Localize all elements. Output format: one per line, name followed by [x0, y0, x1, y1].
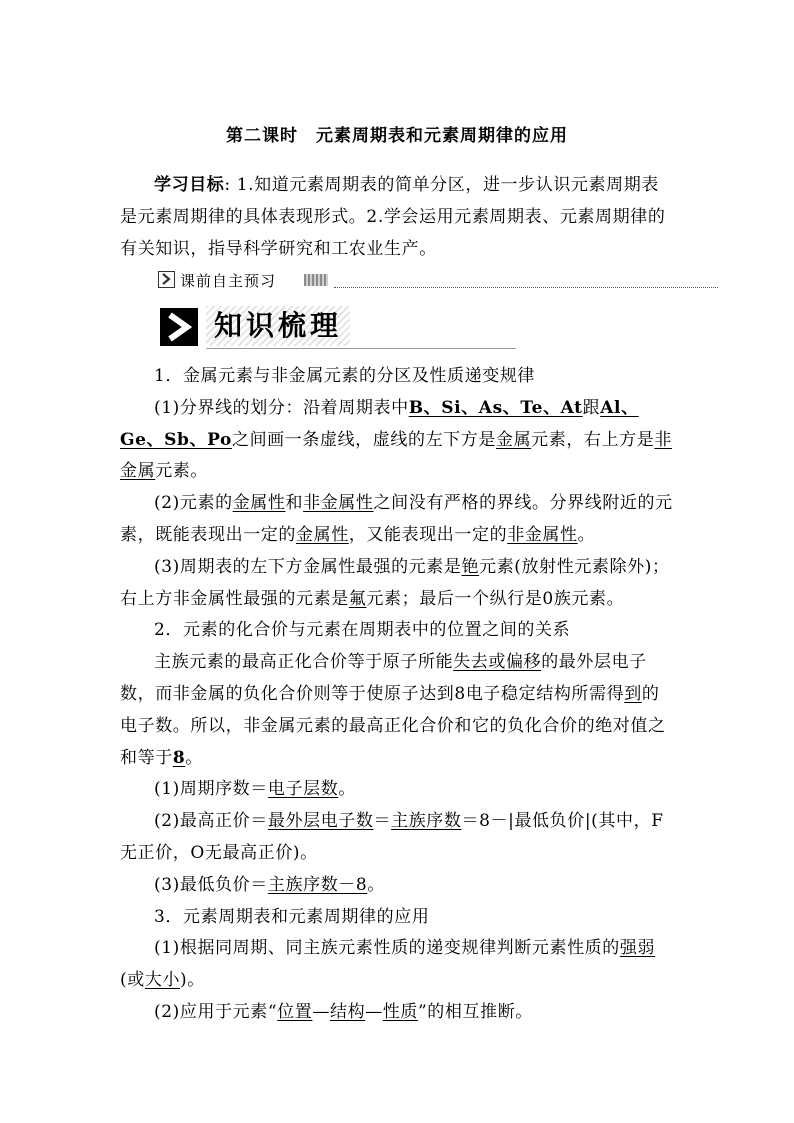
chevron-right-icon: [160, 308, 198, 346]
paragraph: [120, 933, 676, 997]
title-topic: 元素周期表和元素周期律的应用: [316, 126, 568, 146]
text: 的最外层电子数，而非金属的负化合价则等于使原子达到8电子稳定结构所需得: [120, 652, 647, 704]
text: 和: [285, 493, 304, 514]
text: (3)最低负价＝: [154, 874, 268, 895]
decorative-stripe: [304, 274, 328, 286]
answer-blank: 结构: [329, 1001, 366, 1022]
text: 。: [367, 874, 385, 895]
page-title: [0, 121, 794, 146]
text: ＝: [373, 811, 392, 832]
learning-objective: [120, 170, 676, 265]
paragraph: [120, 488, 676, 552]
dotted-divider: [334, 287, 718, 288]
paragraph: [120, 774, 676, 806]
preview-section-header: [158, 270, 718, 292]
objective-text: : 1.知道元素周期表的简单分区，进一步认识元素周期表是元素周期律的具体表现形式。2.学会运用元素周期表、元素周期律的有关知识，指导科学研究和工农业生产。: [120, 175, 666, 259]
text: (1)周期序数＝: [154, 779, 268, 800]
text: (2)元素的: [154, 493, 233, 514]
answer-blank: 金属: [495, 429, 532, 450]
text: (3)周期表的左下方金属性最强的元素是: [154, 556, 462, 577]
answer-blank: 金属性: [296, 524, 349, 545]
text: 元素(放射性元素除外)；右上方非金属性最强的元素是: [120, 556, 670, 609]
answer-blank: 强弱: [619, 938, 656, 959]
preview-label: 课前自主预习: [180, 272, 277, 290]
text: (1)分界线的划分：沿着周期表中: [154, 397, 409, 418]
answer-blank: 氟: [348, 588, 367, 609]
text: (或: [120, 970, 145, 991]
answer-blank: 电子层数: [267, 779, 339, 800]
text: 之间画一条虚线，虚线的左下方是: [231, 429, 496, 450]
answer-blank: 主族序数－8: [267, 874, 368, 895]
text: 。: [577, 524, 596, 545]
text: ”的相互推断。: [418, 1001, 533, 1022]
answer-blank: 非金属性: [303, 493, 374, 514]
text: 。: [338, 779, 356, 800]
answer-blank: 非金属: [120, 429, 672, 482]
section-heading: 1．金属元素与非金属元素的分区及性质递变规律: [154, 366, 536, 386]
text: ＝8－|最低负价|(其中，F无正价，O无最高正价)。: [120, 811, 664, 863]
section-heading: 3．元素周期表和元素周期律的应用: [154, 906, 430, 927]
text: ，又能表现出一定的: [348, 524, 508, 545]
answer-blank: 大小: [144, 970, 181, 991]
answer-blank: 金属性: [232, 493, 286, 514]
knowledge-title: 知识梳理: [206, 306, 350, 346]
main-content: [120, 361, 676, 1029]
paragraph: [120, 647, 676, 774]
text: 跟: [582, 397, 601, 418]
answer-blank: 铯: [461, 556, 480, 577]
paragraph: [120, 806, 676, 870]
text: 主族元素的最高正化合价等于原子所能: [154, 652, 454, 673]
answer-blank: 非金属性: [507, 524, 578, 545]
knowledge-header: [160, 306, 360, 350]
section-heading: 2．元素的化合价与元素在周期表中的位置之间的关系: [154, 620, 571, 641]
text: )。: [180, 970, 205, 991]
text: 之间没有严格的界线。分界线附近的元素，既能表现出一定的: [120, 493, 673, 545]
answer-blank: 8: [172, 747, 186, 768]
answer-blank: Al、Ge、Sb、Po: [120, 397, 639, 450]
text: (2)应用于元素“: [154, 1001, 278, 1022]
text: —: [312, 1001, 330, 1022]
text: 的电子数。所以，非金属元素的最高正化合价和它的负化合价的绝对值之和等于: [120, 683, 666, 768]
text: (1)根据同周期、同主族元素性质的递变规律判断元素性质的: [154, 938, 620, 959]
answer-blank: 失去或偏移: [453, 652, 542, 673]
paragraph: [120, 393, 676, 488]
answer-blank: 到: [624, 683, 642, 704]
paragraph: [120, 552, 676, 616]
title-lesson: 第二课时: [226, 126, 298, 146]
text: 元素。: [155, 461, 209, 482]
paragraph: [120, 997, 676, 1029]
paragraph: [120, 870, 676, 902]
text: 元素；最后一个纵行是0族元素。: [366, 588, 625, 609]
text: 。: [185, 747, 203, 768]
answer-blank: 主族序数: [391, 811, 462, 832]
arrow-icon: [158, 271, 175, 288]
text: —: [365, 1001, 383, 1022]
answer-blank: 最外层电子数: [267, 811, 374, 832]
answer-blank: 性质: [382, 1001, 418, 1022]
text: 元素，右上方是: [531, 429, 655, 450]
knowledge-underline: [206, 348, 516, 349]
objective-label: 学习目标: [154, 175, 225, 195]
text: (2)最高正价＝: [154, 811, 268, 832]
answer-blank: B、Si、As、Te、At: [408, 397, 583, 418]
answer-blank: 位置: [277, 1001, 313, 1022]
